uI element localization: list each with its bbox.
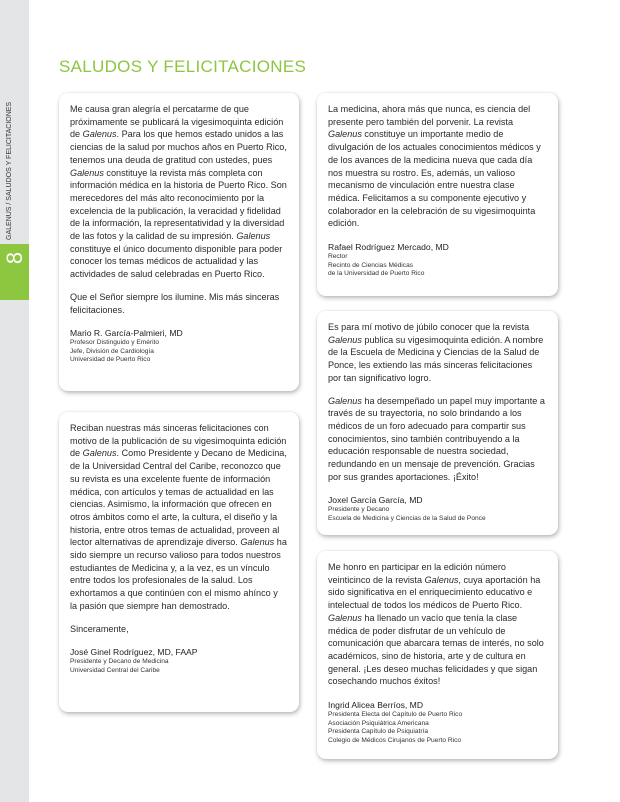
paragraph-text: constituye la revista más completa con información médica en la historia de Puerto Rico. Son merecedores del más alto reconocimiento por la excelencia de la publicación, la veracidad y fidelidad de la información, la representatividad y la diversidad de las fotos y la calidad de su impresión.: [70, 167, 287, 242]
paragraph-text: publica su vigesimoquinta edición. A nombre de la Escuela de Medicina y Ciencias de la Salud de Ponce, les extiendo las más sinceras felicitaciones por tan significativo logro.: [328, 334, 544, 383]
signatory-title: Asociación Psiquiátrica Americana: [328, 719, 429, 727]
magazine-name: Galenus: [328, 129, 362, 140]
letter-paragraph: [70, 623, 287, 636]
letter-paragraph: [328, 395, 546, 484]
signatory-title: Presidente y Decano de Medicina: [70, 658, 169, 666]
paragraph-text: constituye un importante medio de divulgación de los actuales conocimientos médicos y de los avances de la medicina nueva que cada día nos muestra su rostro. Es, además, un valioso mecanismo de vinculación entre nuestra clase médica. Felicitamos a su componente ejecutivo y colaborador en la celebración de su vigesimoquinta edición.: [328, 129, 541, 229]
letter-card: [59, 93, 299, 391]
letter-paragraph: [70, 422, 287, 613]
magazine-name: Galenus: [240, 537, 275, 548]
signature-block: [70, 647, 287, 675]
signatory-name: Rafael Rodríguez Mercado, MD: [328, 242, 449, 253]
signatory-title: Presidenta Capítulo de Psiquiatría: [328, 728, 429, 736]
paragraph-text: La medicina, ahora más que nunca, es ciencia del presente pero también del porvenir. La revista: [328, 104, 531, 127]
signature-block: [328, 242, 546, 279]
magazine-name: Galenus: [82, 448, 117, 459]
letter-paragraph: [328, 321, 546, 385]
signatory-name: Mario R. García-Palmieri, MD: [70, 328, 183, 339]
paragraph-text: constituye el único documento disponible para poder conocer los temas médicos de actualidad y las actividades de salud celebradas en Puerto Rico.: [70, 243, 283, 280]
paragraph-text: Me honro en participar en la edición número veinticinco de la revista: [328, 562, 506, 585]
magazine-name: Galenus: [236, 231, 271, 242]
paragraph-text: , cuya aportación ha sido significativa en el enriquecimiento educativo e intelectual de todos los médicos de Puerto Rico.: [328, 574, 541, 611]
signature-block: [328, 700, 546, 745]
running-head: GALENUS / SALUDOS Y FELICITACIONES: [6, 101, 13, 240]
signatory-title: Presidente y Decano: [328, 506, 390, 514]
magazine-name: Galenus: [70, 167, 104, 178]
magazine-name: Galenus: [424, 574, 459, 585]
signatory-title: Escuela de Medicina y Ciencias de la Salud de Ponce: [328, 515, 486, 523]
magazine-name: Galenus: [328, 334, 362, 345]
paragraph-text: Que el Señor siempre los ilumine. Mis más sinceras felicitaciones.: [70, 291, 280, 315]
paragraph-text: Sinceramente,: [70, 623, 129, 634]
signatory-title: Recinto de Ciencias Médicas: [328, 261, 414, 269]
signatory-name: Ingrid Alicea Berríos, MD: [328, 700, 424, 711]
signature-block: [70, 328, 287, 365]
signatory-title: Rector: [328, 253, 348, 261]
signatory-title: Universidad Central del Caribe: [70, 666, 160, 674]
paragraph-text: Reciban nuestras más sinceras felicitaciones con motivo de la publicación de su vigesimoquinta edición de: [70, 423, 287, 459]
signatory-title: Profesor Distinguido y Emérito: [70, 339, 160, 347]
sidebar: [0, 0, 29, 802]
paragraph-text: . Como Presidente y Decano de Medicina, de la Universidad Central del Caribe, reconozco que su revista es una excelente fuente de información médica, con artículos y temas de actualidad en las ciencias. Asimismo, la información que ofrecen en otros ámbitos como el arte, la cultura, el diseño y la historia, entre otros temas de actualidad, proveen al lector alternativas de aprendizaje diverso.: [70, 448, 287, 548]
paragraph-text: Es para mí motivo de júbilo conocer que la revista: [328, 322, 530, 332]
letter-card: [317, 311, 558, 535]
signatory-title: de la Universidad de Puerto Rico: [328, 270, 425, 278]
letter-card: [59, 412, 299, 712]
page-title: SALUDOS Y FELICITACIONES: [59, 57, 307, 76]
signatory-name: Joxel García García, MD: [328, 495, 423, 506]
signatory-title: Presidenta Electa del Capítulo de Puerto Rico: [328, 711, 463, 719]
signature-block: [328, 495, 546, 523]
paragraph-text: Me causa gran alegría el percatarme de que próximamente se publicará la vigesimoquinta edición de: [70, 104, 284, 140]
magazine-name: Galenus: [328, 612, 362, 623]
paragraph-text: ha sido siempre un recurso valioso para todos nuestros estudiantes de Medicina y, a la vez, es un vínculo entre todos los profesionales de la salud. Los exhortamos a que continúen con el mismo ahínco y la pasión que siempre han demostrado.: [70, 537, 287, 611]
letter-paragraph: [70, 103, 287, 281]
signatory-title: Universidad de Puerto Rico: [70, 356, 151, 364]
magazine-name: Galenus: [82, 129, 117, 140]
letter-card: [317, 551, 558, 759]
magazine-name: Galenus: [328, 395, 362, 406]
letter-card: [317, 93, 558, 296]
letter-paragraph: [70, 291, 287, 316]
paragraph-text: . Para los que hemos estado unidos a las ciencias de la salud por muchos años en Puerto Rico, tenemos una deuda de gratitud con ustedes, pues: [70, 129, 287, 165]
signatory-title: Jefe, División de Cardiología: [70, 347, 154, 355]
signatory-name: José Ginel Rodríguez, MD, FAAP: [70, 647, 198, 658]
letter-paragraph: [328, 561, 546, 688]
paragraph-text: ha llenado un vacío que tenía la clase médica de poder disfrutar de un vehículo de comunicación que abarcara temas de interés, no solo académicos, sino de historia, arte y de cultura en general. ¡Les deseo muchas felicidades y que sigan cosechando muchos éxitos!: [328, 612, 544, 687]
signatory-title: Colegio de Médicos Cirujanos de Puerto Rico: [328, 736, 462, 744]
paragraph-text: ha desempeñado un papel muy importante a través de su trayectoria, no solo brindando a los médicos de un foro adecuado para compartir sus conocimientos, sino también contribuyendo a la educación responsable de nuestra sociedad, redundando en un mensaje de prevención. Gracias por sus grandes aportaciones. ¡Éxito!: [328, 395, 545, 482]
letter-paragraph: [328, 103, 546, 230]
page-number: 8: [2, 251, 27, 265]
